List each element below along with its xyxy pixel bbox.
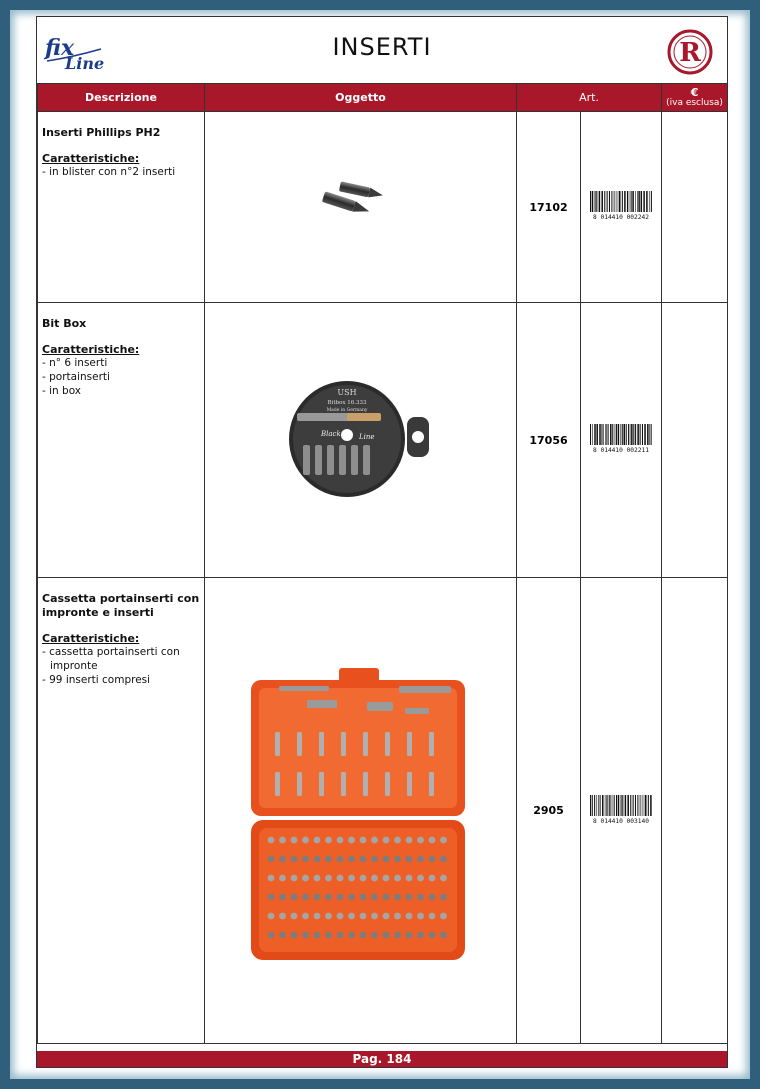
- page-title: INSERTI: [332, 33, 432, 61]
- col-header-price: [662, 84, 728, 112]
- svg-text:Bitbox 16.333: Bitbox 16.333: [327, 400, 367, 406]
- product-image-cell: [205, 303, 517, 578]
- bit-box-image: [285, 379, 435, 499]
- features-label: Caratteristiche:: [42, 152, 140, 165]
- price-cell: [662, 112, 728, 303]
- svg-text:8 014410 003140: 8 014410 003140: [593, 817, 649, 824]
- feature-item: - cassetta portainserti con: [42, 646, 180, 658]
- product-image-cell: [205, 112, 517, 303]
- description-cell: [38, 112, 205, 303]
- barcode-graphic: [588, 423, 654, 453]
- product-image-cell: [205, 578, 517, 1044]
- feature-item: - in blister con n°2 inserti: [42, 166, 176, 178]
- feature-item: - n° 6 inserti: [42, 357, 108, 369]
- description-cell: [38, 578, 205, 1044]
- features-label: Caratteristiche:: [42, 343, 140, 356]
- product-name: Inserti Phillips PH2: [42, 126, 161, 139]
- product-name: Bit Box: [42, 317, 87, 330]
- barcode-cell: [581, 578, 662, 1044]
- price-note: (iva esclusa): [666, 98, 723, 108]
- svg-text:8 014410 002211: 8 014410 002211: [593, 447, 649, 453]
- col-header-art: Art.: [517, 84, 662, 112]
- svg-text:Line: Line: [65, 54, 105, 73]
- catalog-page: [36, 16, 728, 1068]
- phillips-bits-image: [317, 178, 407, 228]
- r-logo: [667, 29, 713, 75]
- page-footer: Pag. 184: [37, 1051, 727, 1067]
- product-table: [37, 83, 728, 1044]
- orange-bit-case-image: [249, 660, 469, 962]
- svg-text:R: R: [679, 38, 701, 68]
- feature-item: - in box: [42, 385, 82, 397]
- svg-text:fix: fix: [45, 35, 75, 61]
- article-number: 17056: [517, 303, 581, 578]
- svg-text:Line: Line: [359, 433, 375, 441]
- table-row: [38, 578, 728, 1044]
- product-name-cont: impronte e inserti: [42, 606, 154, 619]
- feature-item: - 99 inserti compresi: [42, 674, 151, 686]
- col-header-oggetto: Oggetto: [205, 84, 517, 112]
- features-label: Caratteristiche:: [42, 632, 140, 645]
- barcode-cell: [581, 112, 662, 303]
- svg-text:8 014410 002242: 8 014410 002242: [593, 214, 649, 220]
- product-name: Cassetta portainserti con: [42, 592, 200, 605]
- euro-symbol: €: [690, 86, 699, 99]
- col-header-descrizione: Descrizione: [38, 84, 205, 112]
- table-row: [38, 112, 728, 303]
- svg-text:Made in Germany: Made in Germany: [326, 408, 368, 413]
- description-cell: [38, 303, 205, 578]
- barcode-graphic: [588, 794, 654, 824]
- price-cell: [662, 303, 728, 578]
- page-header: [37, 17, 727, 83]
- article-number: 2905: [517, 578, 581, 1044]
- table-header-row: [38, 84, 728, 112]
- barcode-cell: [581, 303, 662, 578]
- price-cell: [662, 578, 728, 1044]
- page-frame: [10, 10, 750, 1079]
- barcode-graphic: [588, 190, 654, 220]
- svg-text:USH: USH: [337, 388, 357, 397]
- svg-text:Black: Black: [321, 430, 341, 438]
- feature-item: - portainserti: [42, 371, 110, 383]
- article-number: 17102: [517, 112, 581, 303]
- feature-item-cont: impronte: [50, 660, 98, 672]
- table-row: [38, 303, 728, 578]
